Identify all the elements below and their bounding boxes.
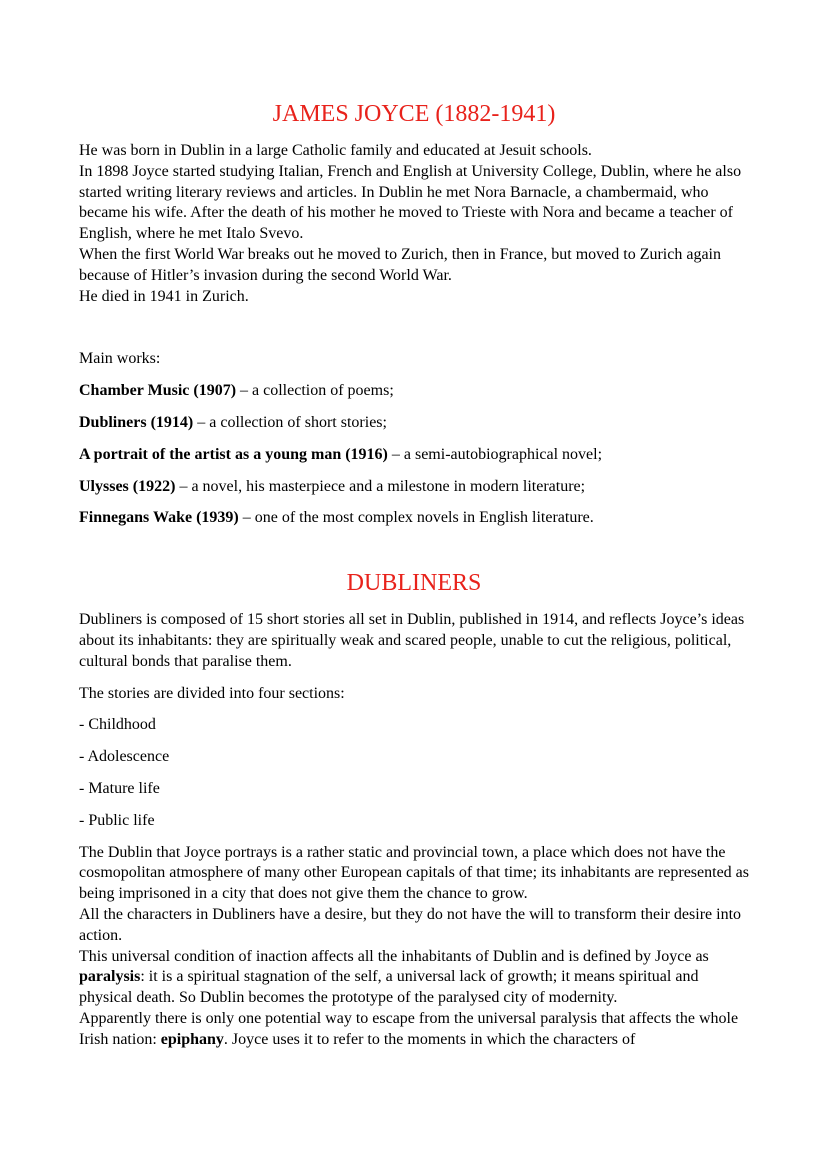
work-item [79, 413, 749, 434]
work-description: – a semi-autobiographical novel; [387, 445, 603, 463]
dubliners-body [79, 843, 749, 1051]
works-list [79, 381, 749, 529]
work-item [79, 477, 749, 498]
section-item: - Adolescence [79, 748, 170, 766]
body-text: This universal condition of inaction affects all the inhabitants of Dublin and is defined by Joyce as [79, 947, 709, 965]
dubliners-intro: Dubliners is composed of 15 short stories all set in Dublin, published in 1914, and reflects Joyce’s ideas about its inhabitants: they are spiritually weak and scared people, unable to cut the religious, political, cultural bonds that paralise them. [79, 611, 745, 670]
section-item: - Childhood [79, 716, 156, 734]
bio-line: When the first World War breaks out he moved to Zurich, then in France, but moved to Zurich again because of Hitler’s invasion during the second World War. [79, 245, 721, 284]
body-paragraph [79, 947, 749, 1009]
work-title: Chamber Music (1907) [79, 382, 237, 400]
work-description: – a collection of short stories; [193, 413, 387, 431]
document-page [79, 0, 749, 1051]
body-paragraph [79, 1009, 749, 1051]
joyce-biography [79, 141, 749, 307]
bio-line: He died in 1941 in Zurich. [79, 287, 249, 305]
work-description: – one of the most complex novels in English literature. [238, 509, 594, 527]
work-title: A portrait of the artist as a young man (1916) [79, 445, 388, 463]
joyce-heading: JAMES JOYCE (1882-1941) [272, 101, 556, 127]
body-text: . Joyce uses it to refer to the moments in which the characters of [223, 1030, 636, 1048]
section-item: - Mature life [79, 779, 160, 797]
work-title: Finnegans Wake (1939) [79, 509, 239, 527]
body-text: Apparently there is only one potential way to escape from the universal paralysis that affects the whole Irish nation: [79, 1009, 739, 1048]
body-paragraph: All the characters in Dubliners have a desire, but they do not have the will to transform their desire into action. [79, 905, 742, 944]
section-item: - Public life [79, 811, 155, 829]
term-paralysis: paralysis [79, 968, 141, 986]
work-title: Ulysses (1922) [79, 477, 176, 495]
dubliners-heading: DUBLINERS [346, 570, 482, 597]
body-paragraph: The Dublin that Joyce portrays is a rather static and provincial town, a place which does not have the cosmopolitan atmosphere of many other European capitals of that time; its inhabitants are represented as being imprisoned in a city that does not give them the chance to grow. [79, 843, 750, 903]
bio-line: He was born in Dublin in a large Catholic family and educated at Jesuit schools. [79, 142, 592, 159]
work-item [79, 381, 749, 402]
works-label: Main works: [79, 350, 161, 368]
body-text: : it is a spiritual stagnation of the self, a universal lack of growth; it means spiritual and physical death. So Dublin becomes the prototype of the paralysed city of modernity. [79, 968, 699, 1007]
work-title: Dubliners (1914) [79, 413, 194, 431]
term-epiphany: epiphany [160, 1030, 224, 1048]
work-description: – a collection of poems; [236, 382, 394, 400]
work-item [79, 508, 749, 529]
work-description: – a novel, his masterpiece and a milestone in modern literature; [175, 477, 586, 495]
bio-line: In 1898 Joyce started studying Italian, French and English at University College, Dublin, where he also started writing literary reviews and articles. In Dublin he met Nora Barnacle, a chambermaid, who became his wife. After the death of his mother he moved to Trieste with Nora and became a teacher of English, where he met Italo Svevo. [79, 162, 742, 243]
sections-label: The stories are divided into four sections: [79, 684, 345, 702]
work-item [79, 445, 749, 466]
